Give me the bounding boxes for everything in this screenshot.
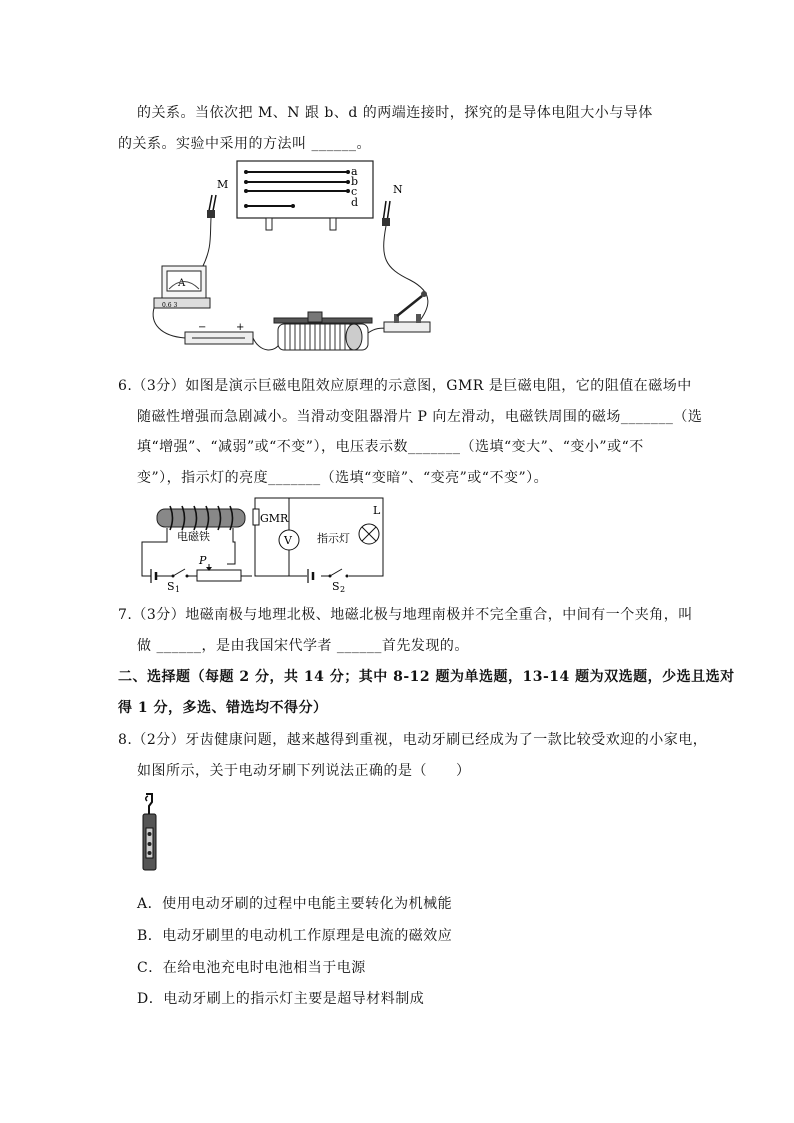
q6-gmr-circuit-figure [137, 494, 387, 592]
rheostat-p [197, 570, 241, 581]
gmr-resistor [253, 509, 259, 525]
board-leg-left [266, 218, 272, 230]
q8-text-line-1: 8.（2分）牙齿健康问题，越来越得到重视，电动牙刷已经成为了一款比较受欢迎的小家电， [118, 732, 708, 748]
q8-option-b: B．电动牙刷里的电动机工作原理是电流的磁效应 [137, 928, 453, 944]
wire-label-d: d [351, 196, 359, 209]
q8-option-c: C．在给电池充电时电池相当于电源 [137, 960, 366, 976]
q5-text-line-2: 的关系。实验中采用的方法叫 ______。 [118, 136, 371, 152]
section-2-heading-line-2: 得 1 分，多选、错选均不得分） [118, 700, 328, 716]
voltmeter-label: V [284, 534, 292, 547]
lamp-label: 指示灯 [317, 532, 350, 545]
wire-m-to-meter [202, 218, 211, 268]
slider-p-label: P [199, 554, 207, 567]
q8-option-d: D．电动牙刷上的指示灯主要是超导材料制成 [137, 991, 425, 1007]
gmr-label: GMR [260, 512, 289, 525]
electromagnet-label: 电磁铁 [177, 530, 210, 543]
clip-m-label: M [217, 178, 229, 191]
s2-subscript: 2 [340, 585, 346, 592]
q6-text-line-1: 6.（3分）如图是演示巨磁电阻效应原理的示意图，GMR 是巨磁电阻，它的阻值在磁场中 [118, 378, 692, 394]
knife-switch [384, 322, 430, 332]
ammeter-scale: 0.6 3 [162, 302, 178, 309]
q6-text-line-4: 变”），指示灯的亮度_______（选填“变暗”、“变亮”或“不变”）。 [137, 470, 549, 486]
q7-text-line-2: 做 ______，是由我国宋代学者 ______首先发现的。 [137, 638, 469, 654]
q7-text-line-1: 7.（3分）地磁南极与地理北极、地磁北极与地理南极并不完全重合，中间有一个夹角，叫 [118, 607, 693, 623]
wire-label-b: b [351, 175, 359, 188]
q8-toothbrush-figure [138, 792, 168, 874]
svg-text:−: − [198, 322, 207, 333]
s1-label: S [167, 580, 175, 592]
wire-label-c: c [351, 185, 358, 198]
q5-circuit-figure [140, 158, 440, 363]
q6-text-line-2: 随磁性增强而急剧减小。当滑动变阻器滑片 P 向左滑动，电磁铁周围的磁场_______（选 [137, 409, 703, 425]
switch-s1 [173, 569, 185, 576]
q8-text-line-2: 如图所示，关于电动牙刷下列说法正确的是（ ） [137, 763, 471, 779]
s1-subscript: 1 [175, 585, 181, 592]
q8-option-a: A．使用电动牙刷的过程中电能主要转化为机械能 [137, 896, 453, 912]
lamp-l-label: L [373, 504, 381, 517]
clip-n-label: N [393, 183, 403, 196]
rheostat-slider [308, 312, 322, 322]
section-2-heading-line-1: 二、选择题（每题 2 分，共 14 分；其中 8-12 题为单选题，13-14 题为双选题，少选且选对 [118, 669, 735, 685]
s2-label: S [332, 580, 340, 592]
board-leg-right [330, 218, 336, 230]
q5-text-line-1: 的关系。当依次把 M、N 跟 b、d 的两端连接时，探究的是导体电阻大小与导体 [137, 105, 653, 121]
ammeter-label: A [178, 278, 186, 289]
rheostat-rod [274, 318, 372, 323]
q6-text-line-3: 填“增强”、“减弱”或“不变”），电压表示数_______（选填“变大”、“变小”或“不 [137, 439, 644, 455]
svg-text:+: + [236, 322, 245, 333]
wire-label-a: a [351, 165, 358, 178]
